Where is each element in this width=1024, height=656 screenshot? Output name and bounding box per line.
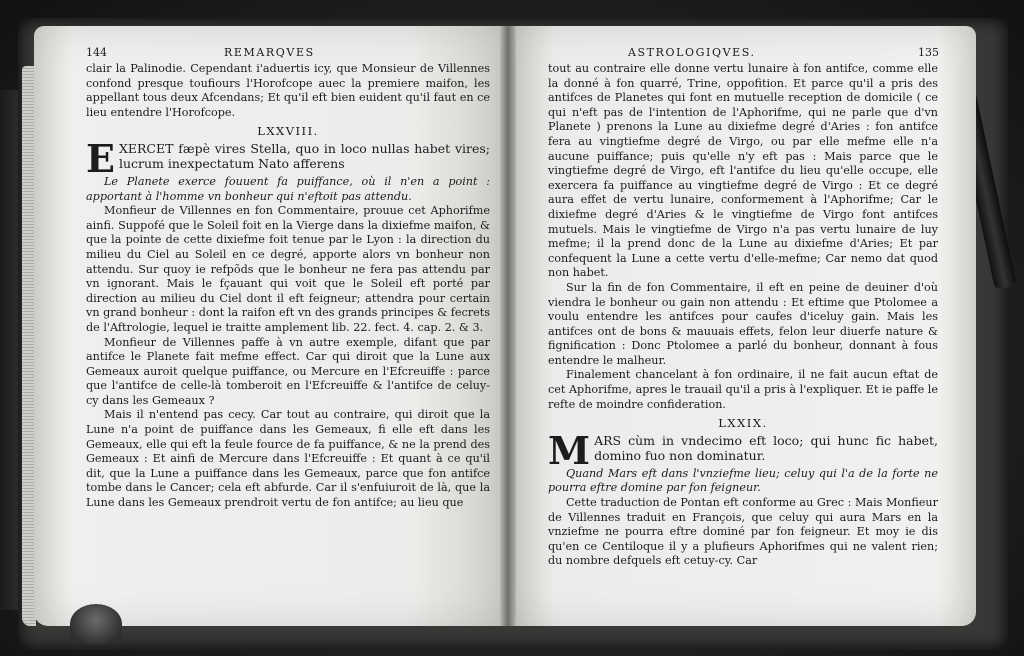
- paragraph: tout au contraire elle donne vertu lunaire à fon antifce, comme elle la donné à fon quarré, Trine, oppofition. Et parce qu'il a pris des antifces de Planetes qui font en mutuelle reception de domicile ( ce qui n'eft pas de l'intention de l'Aphorifme, qui ne parle que d'vn Planete ) prenons la Lune au dixiefme degré d'Aries : fon antifce fera au vingtiefme degré de Virgo, ou par elle mefme elle n'a aucune puiffance; puis qu'elle n'y eft pas : Mais parce que le vingtiefme degré de Virgo, eft l'antifce du lieu qu'elle occupe, elle exercera fa puiffance au vingtiefme degré de Virgo : Et ce degré aura effet de vertu lunaire, conformement à l'Aphorifme; Car le dixiefme degré d'Aries & le vingtiefme de Virgo font antifces mutuels. Mais le vingtiefme de Virgo n'a pas vertu lunaire de luy mefme; il la prend donc de la Lune au dixiefme d'Aries; Et par confequent la Lune a cette vertu d'elle-mefme; Car nemo dat quod non habet.: [548, 62, 938, 280]
- left-page: [34, 26, 506, 626]
- french-translation: Quand Mars eft dans l'vnziefme lieu; celuy qui l'a de la forte ne pourra eftre domine par fon feigneur.: [548, 466, 938, 495]
- page-number: 144: [86, 46, 107, 59]
- drop-cap: M: [548, 427, 591, 473]
- running-head: REMARQVES: [224, 46, 315, 59]
- french-translation: Le Planete exerce fouuent fa puiffance, où il n'en a point : apportant à l'homme vn bonheur qui n'eftoit pas attendu.: [86, 174, 490, 203]
- paragraph: clair la Palinodie. Cependant i'aduertis icy, que Monsieur de Villennes confond presque toufiours l'Horofcope auec la premiere maifon, les appellant tous deux Afcendans; Et qu'il eft bien euident qu'il faut en ce lieu entendre l'Horofcope.: [86, 62, 490, 119]
- paragraph: Cette traduction de Pontan eft conforme au Grec : Mais Monfieur de Villennes traduit en François, que celuy qui aura Mars en la vnziefme ne pourra eftre dominé par fon feigneur. Et moy ie dis qu'en ce Centiloque il y a plufieurs Aphorifmes qui ne valent rien; du nombre defquels eft cetuy-cy. Car: [548, 496, 938, 568]
- paragraph: Mais il n'entend pas cecy. Car tout au contraire, qui diroit que la Lune n'a point de puiffance dans les Gemeaux, fi elle eft dans les Gemeaux, elle qui eft la feule fource de fa puiffance, & ne la prend des Gemeaux : Et ainfi de Mercure dans l'Efcreuiffe : Et quant à ce qu'il dit, que la Lune a puiffance dans les Gemeaux, parce que fon antifce tombe dans le Cancer; cela eft abfurde. Car il s'enfuiuroit de là, que la Lune dans les Gemeaux prendroit vertu de fon antifce; au lieu que: [86, 408, 490, 510]
- right-page: [508, 26, 976, 626]
- section-number: LXXIX.: [718, 416, 768, 431]
- latin-aphorism: [86, 135, 490, 181]
- right-text-block: [548, 62, 938, 569]
- page-number: 135: [918, 46, 939, 59]
- thumb: [70, 604, 122, 644]
- paragraph: Monfieur de Villennes en fon Commentaire, prouue cet Aphorifme ainfi. Suppofé que le Soleil foit en la Vierge dans la dixiefme maifon, & que la pointe de cette dixiefme foit tenue par le Lyon : la direction du milieu du Ciel au Soleil en ce degré, apporte alors vn bonheur non attendu. Sur quoy ie refpõds que le bonheur ne fera pas attendu par vn ignorant. Mais le fçauant qui voit que le Soleil eft porté par direction au milieu du Ciel dont il eft feigneur; attendra pour certain vn grand bonheur : dont la raifon eft vn des grands principes & fecrets de l'Aftrologie, lequel ie traitte amplement lib. 22. fect. 4. cap. 2. & 3.: [86, 204, 490, 334]
- drop-cap: E: [86, 135, 115, 181]
- paragraph: Monfieur de Villennes paffe à vn autre exemple, difant que par antifce le Planete fait mefme effect. Car qui diroit que la Lune aux Gemeaux auroit quelque puiffance, ou Mercure en l'Efcreuiffe : parce que l'antifce de celle-là tomberoit en l'Efcreuiffe & l'antifce de celuy-cy dans les Gemeaux ?: [86, 335, 490, 407]
- open-book: [30, 26, 985, 638]
- left-text-block: [86, 62, 490, 511]
- section-number: LXXVIII.: [257, 124, 319, 139]
- paragraph: Finalement chancelant à fon ordinaire, il ne fait aucun eftat de cet Aphorifme, apres le trauail qu'il a pris à l'expliquer. Et ie paffe le refte de moindre confideration.: [548, 368, 938, 411]
- aphorism-text: XERCET fæpè vires Stella, quo in loco nullas habet vires; lucrum inexpectatum Nato afferens: [118, 140, 490, 171]
- aphorism-text: ARS cùm in vndecimo eft loco; qui hunc fic habet, domino fuo non dominatur.: [594, 432, 938, 463]
- latin-aphorism: [548, 427, 938, 473]
- book-gutter: [500, 26, 516, 626]
- paragraph: Sur la fin de fon Commentaire, il eft en peine de deuiner d'où viendra le bonheur ou gain non attendu : Et eftime que Ptolomee a voulu entendre les antifces pour caufes d'iceluy gain. Mais les antifces ont de bons & mauuais effets, felon leur diuerfe nature & fignification : Donc Ptolomee a parlé du bonheur, donnant à fous entendre le malheur.: [548, 280, 938, 367]
- running-head: ASTROLOGIQVES.: [628, 46, 756, 59]
